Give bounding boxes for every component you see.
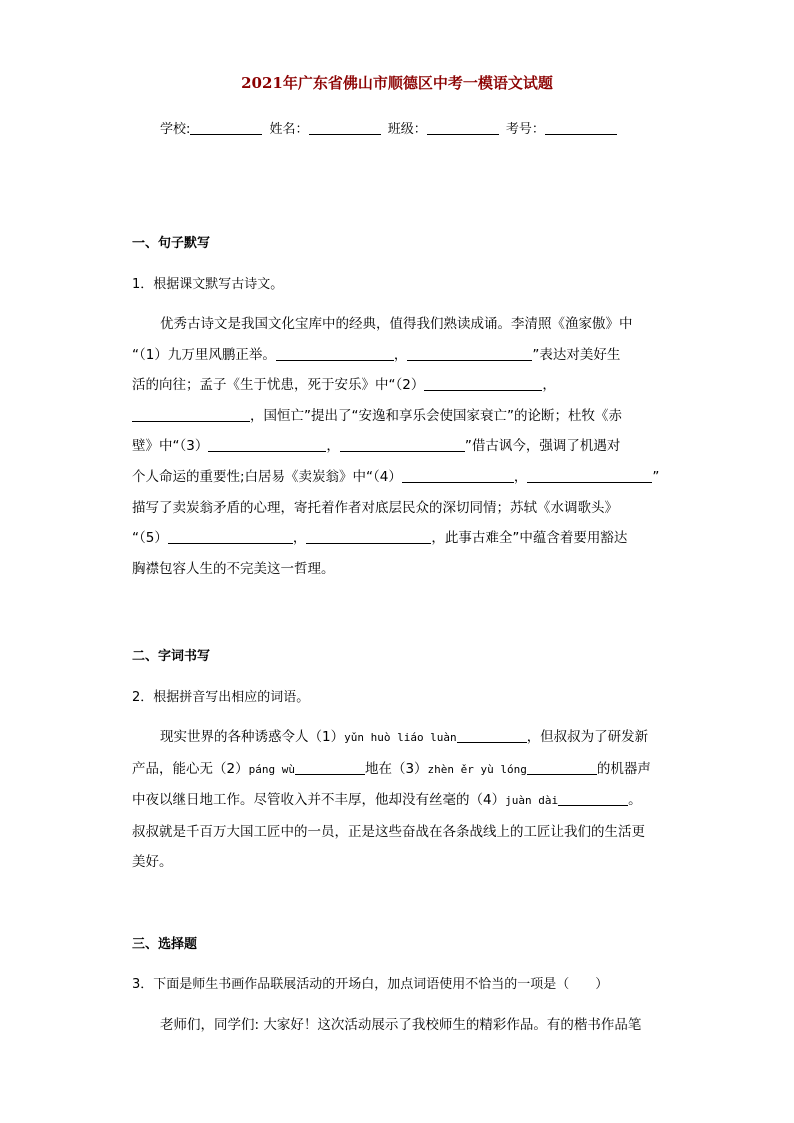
text: ，此事古难全”中蕴含着要用豁达 <box>431 530 628 547</box>
passage-line <box>132 523 662 554</box>
passage-line <box>132 722 662 754</box>
student-info-line <box>160 118 620 137</box>
passage-line <box>132 431 662 462</box>
section-heading-1: 一、句子默写 <box>132 236 211 251</box>
pinyin: páng wù <box>248 762 295 776</box>
text: ， <box>292 530 307 547</box>
passage-line <box>132 370 662 401</box>
passage-line: 叔叔就是千百万大国工匠中的一员，正是这些奋战在各条战线上的工匠让我们的生活更 <box>132 823 645 840</box>
answer-blank[interactable] <box>558 792 628 806</box>
answer-blank[interactable] <box>424 377 542 391</box>
question-2: 2．根据拼音写出相应的词语。 <box>132 690 310 705</box>
exam-no-blank[interactable] <box>545 122 617 135</box>
question-1: 1．根据课文默写古诗文。 <box>132 277 284 292</box>
exam-title: 2021年广东省佛山市顺德区中考一模语文试题 <box>241 74 553 92</box>
text: 产品，能心无（2） <box>132 760 249 777</box>
text: ， <box>326 438 340 455</box>
text: 的机器声 <box>596 760 651 777</box>
question-3-passage <box>132 1010 662 1041</box>
answer-blank[interactable] <box>527 761 597 775</box>
passage-line <box>132 340 662 371</box>
text: ， <box>393 346 408 363</box>
text: ，但叔叔为了研发新 <box>526 729 649 745</box>
pinyin: juàn dài <box>505 794 559 808</box>
class-label: 班级： <box>387 122 427 137</box>
passage-line: 老师们，同学们: 大家好！这次活动展示了我校师生的精彩作品。有的楷书作品笔 <box>160 1017 642 1033</box>
pinyin: zhèn ěr yù lóng <box>427 762 527 776</box>
text: 现实世界的各种诱惑令人（1） <box>160 729 345 745</box>
name-blank[interactable] <box>309 122 381 135</box>
text: 。 <box>628 792 642 809</box>
passage-line: 描写了卖炭翁矛盾的心理，寄托着作者对底层民众的深切同情；苏轼《水调歌头》 <box>132 499 618 516</box>
text: 个人命运的重要性;白居易《卖炭翁》中“（4） <box>132 468 402 485</box>
question-2-passage <box>132 722 662 878</box>
section-heading-3: 三、选择题 <box>132 937 198 952</box>
question-3: 3．下面是师生书画作品联展活动的开场白，加点词语使用不恰当的一项是（ ） <box>132 977 609 992</box>
answer-blank[interactable] <box>295 761 365 775</box>
answer-blank[interactable] <box>527 469 652 483</box>
school-label: 学校: <box>160 122 191 137</box>
passage-line <box>132 401 662 432</box>
text: 壁》中“（3） <box>132 438 209 455</box>
passage-line: 美好。 <box>132 854 173 871</box>
answer-blank[interactable] <box>306 530 431 544</box>
pinyin: yǔn huò liáo luàn <box>344 731 457 744</box>
answer-blank[interactable] <box>132 408 250 422</box>
text: 地在（3） <box>364 760 428 777</box>
text: “（1）九万里风鹏正举。 <box>132 346 276 363</box>
question-1-passage <box>132 309 662 584</box>
text: ， <box>542 377 556 394</box>
answer-blank[interactable] <box>340 438 465 452</box>
text: ”借古讽今，强调了机遇对 <box>464 438 621 455</box>
answer-blank[interactable] <box>407 347 532 361</box>
exam-no-label: 考号： <box>505 122 545 137</box>
answer-blank[interactable] <box>276 347 394 361</box>
section-heading-2: 二、字词书写 <box>132 649 211 664</box>
passage-line: 胸襟包容人生的不完美这一哲理。 <box>132 560 335 577</box>
passage-line <box>132 785 662 817</box>
text: ” <box>652 468 660 485</box>
name-label: 姓名： <box>269 122 309 137</box>
text: ， <box>513 468 528 485</box>
text: ”表达对美好生 <box>532 346 621 363</box>
text: “（5） <box>132 530 168 547</box>
class-blank[interactable] <box>427 122 499 135</box>
school-blank[interactable] <box>190 122 262 135</box>
answer-blank[interactable] <box>208 438 326 452</box>
text: ，国恒亡”提出了“安逸和享乐会使国家衰亡”的论断；杜牧《赤 <box>250 407 622 424</box>
text: 活的向往；孟子《生于忧患，死于安乐》中“（2） <box>132 377 425 394</box>
passage-line <box>132 462 662 493</box>
text: 中夜以继日地工作。尽管收入并不丰厚，他却没有丝毫的（4） <box>132 792 506 809</box>
passage-line <box>132 754 662 786</box>
passage-line: 优秀古诗文是我国文化宝库中的经典，值得我们熟读成诵。李清照《渔家傲》中 <box>160 316 633 332</box>
answer-blank[interactable] <box>402 469 514 483</box>
answer-blank[interactable] <box>168 530 293 544</box>
answer-blank[interactable] <box>457 729 527 743</box>
